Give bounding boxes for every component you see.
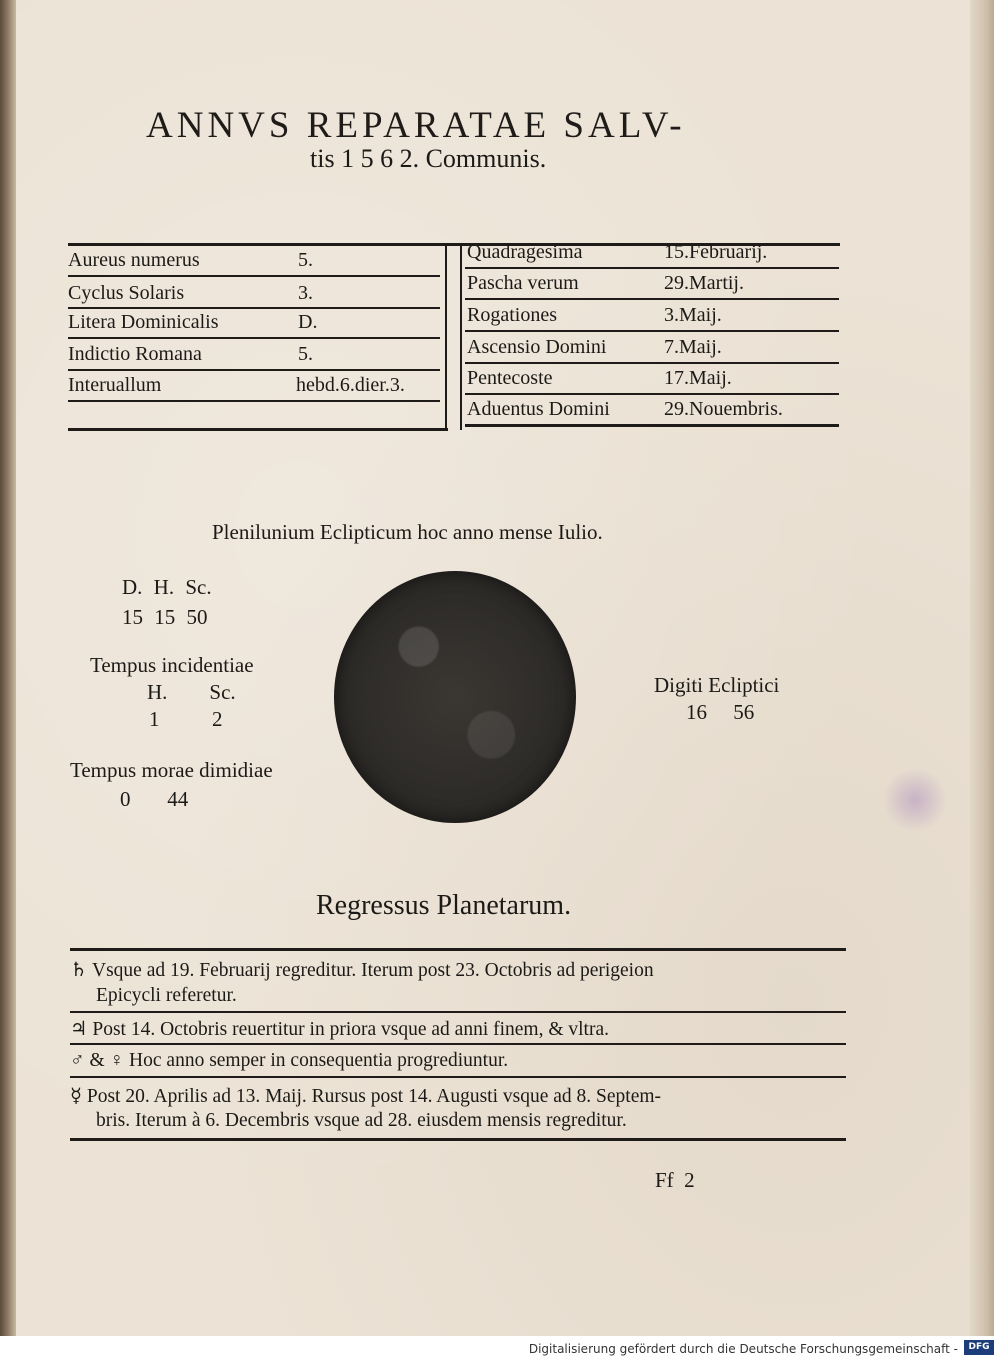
row-rule [68, 400, 440, 402]
row-rule [465, 267, 839, 269]
right-table-value: 29.Martij. [664, 272, 744, 294]
jupiter-symbol: ♃ [70, 1019, 88, 1040]
saturn-symbol: ♄ [70, 960, 88, 981]
left-table-value: 3. [298, 282, 313, 304]
page-edge [970, 0, 994, 1336]
planet-entry [70, 1017, 609, 1041]
right-table-value: 15.Februarij. [664, 241, 768, 263]
right-table-value: 29.Nouembris. [664, 398, 783, 420]
planet-entry [70, 1050, 508, 1072]
regressus-top-rule [70, 948, 846, 951]
eclipsed-moon-image [334, 571, 576, 823]
eclipse-heading: Plenilunium Eclipticum hoc anno mense Iulio. [212, 520, 603, 544]
left-table-label: Litera Dominicalis [68, 311, 219, 333]
incidentiae-header: H. Sc. [147, 680, 236, 704]
planet-entry [70, 1084, 661, 1108]
right-table-label: Rogationes [467, 304, 557, 326]
digiti-label: Digiti Ecliptici [654, 673, 780, 697]
incidentiae-label: Tempus incidentiae [90, 653, 254, 677]
planet-entry-continuation: Epicycli referetur. [96, 985, 237, 1006]
right-table-value: 3.Maij. [664, 304, 722, 326]
left-table-value: 5. [298, 343, 313, 365]
footer-credit-text: Digitalisierung gefördert durch die Deutsche Forschungsgemeinschaft - [528, 1342, 958, 1356]
dfg-logo: DFG [964, 1340, 994, 1355]
row-rule [68, 275, 440, 277]
left-table-value: D. [298, 311, 318, 333]
eclipse-time-values: 15 15 50 [122, 605, 208, 629]
left-table-value: hebd.6.dier.3. [296, 374, 405, 396]
book-spine [0, 0, 16, 1336]
mercury-symbol: ☿ [70, 1086, 82, 1107]
page-title: ANNVS REPARATAE SALV- [146, 105, 686, 146]
planet-entry-continuation: bris. Iterum à 6. Decembris vsque ad 28. eiusdem mensis regreditur. [96, 1110, 627, 1131]
left-table-label: Cyclus Solaris [68, 282, 185, 304]
table-bottom-rule [68, 428, 448, 431]
regressus-heading: Regressus Planetarum. [316, 890, 572, 921]
page-subtitle: tis 1 5 6 2. Communis. [310, 144, 547, 173]
row-rule [70, 1076, 846, 1078]
right-table-label: Pentecoste [467, 367, 553, 389]
incidentiae-values: 1 2 [149, 707, 223, 731]
morae-values: 0 44 [120, 787, 189, 811]
row-rule [465, 330, 839, 332]
row-rule [68, 337, 440, 339]
mars-venus-symbol: ♂ & ♀ [70, 1050, 125, 1071]
row-rule [465, 298, 839, 300]
row-rule [465, 362, 839, 364]
ink-stain [880, 770, 950, 830]
row-rule [68, 369, 440, 371]
right-table-value: 17.Maij. [664, 367, 732, 389]
left-table-label: Interuallum [68, 374, 162, 396]
right-table-label: Pascha verum [467, 272, 579, 294]
row-rule [465, 393, 839, 395]
morae-label: Tempus morae dimidiae [70, 758, 273, 782]
signature-mark: Ff 2 [655, 1168, 695, 1192]
planet-entry [70, 958, 654, 982]
planet-entry-text: Post 20. Aprilis ad 13. Maij. Rursus post 14. Augusti vsque ad 8. Septem- [86, 1086, 662, 1107]
left-table-label: Indictio Romana [68, 343, 202, 365]
planet-entry-text: Vsque ad 19. Februarij regreditur. Iterum post 23. Octobris ad perigeion [92, 960, 654, 981]
right-table-value: 7.Maij. [664, 336, 722, 358]
row-rule [70, 1043, 846, 1045]
regressus-bottom-rule [70, 1138, 846, 1141]
right-table-label: Aduentus Domini [467, 398, 610, 420]
right-table-label: Ascensio Domini [467, 336, 607, 358]
row-rule [68, 307, 440, 309]
left-table-value: 5. [298, 249, 313, 271]
right-table-label: Quadragesima [467, 241, 583, 263]
planet-entry-text: Hoc anno semper in consequentia progrediuntur. [129, 1050, 509, 1071]
digiti-values: 16 56 [686, 700, 755, 724]
table-divider [445, 244, 447, 430]
eclipse-time-header: D. H. Sc. [122, 575, 212, 599]
row-rule [70, 1011, 846, 1013]
left-table-label: Aureus numerus [68, 249, 200, 271]
planet-entry-text: Post 14. Octobris reuertitur in priora vsque ad anni finem, & vltra. [92, 1019, 609, 1040]
table-divider [460, 244, 462, 430]
row-rule [465, 424, 839, 427]
